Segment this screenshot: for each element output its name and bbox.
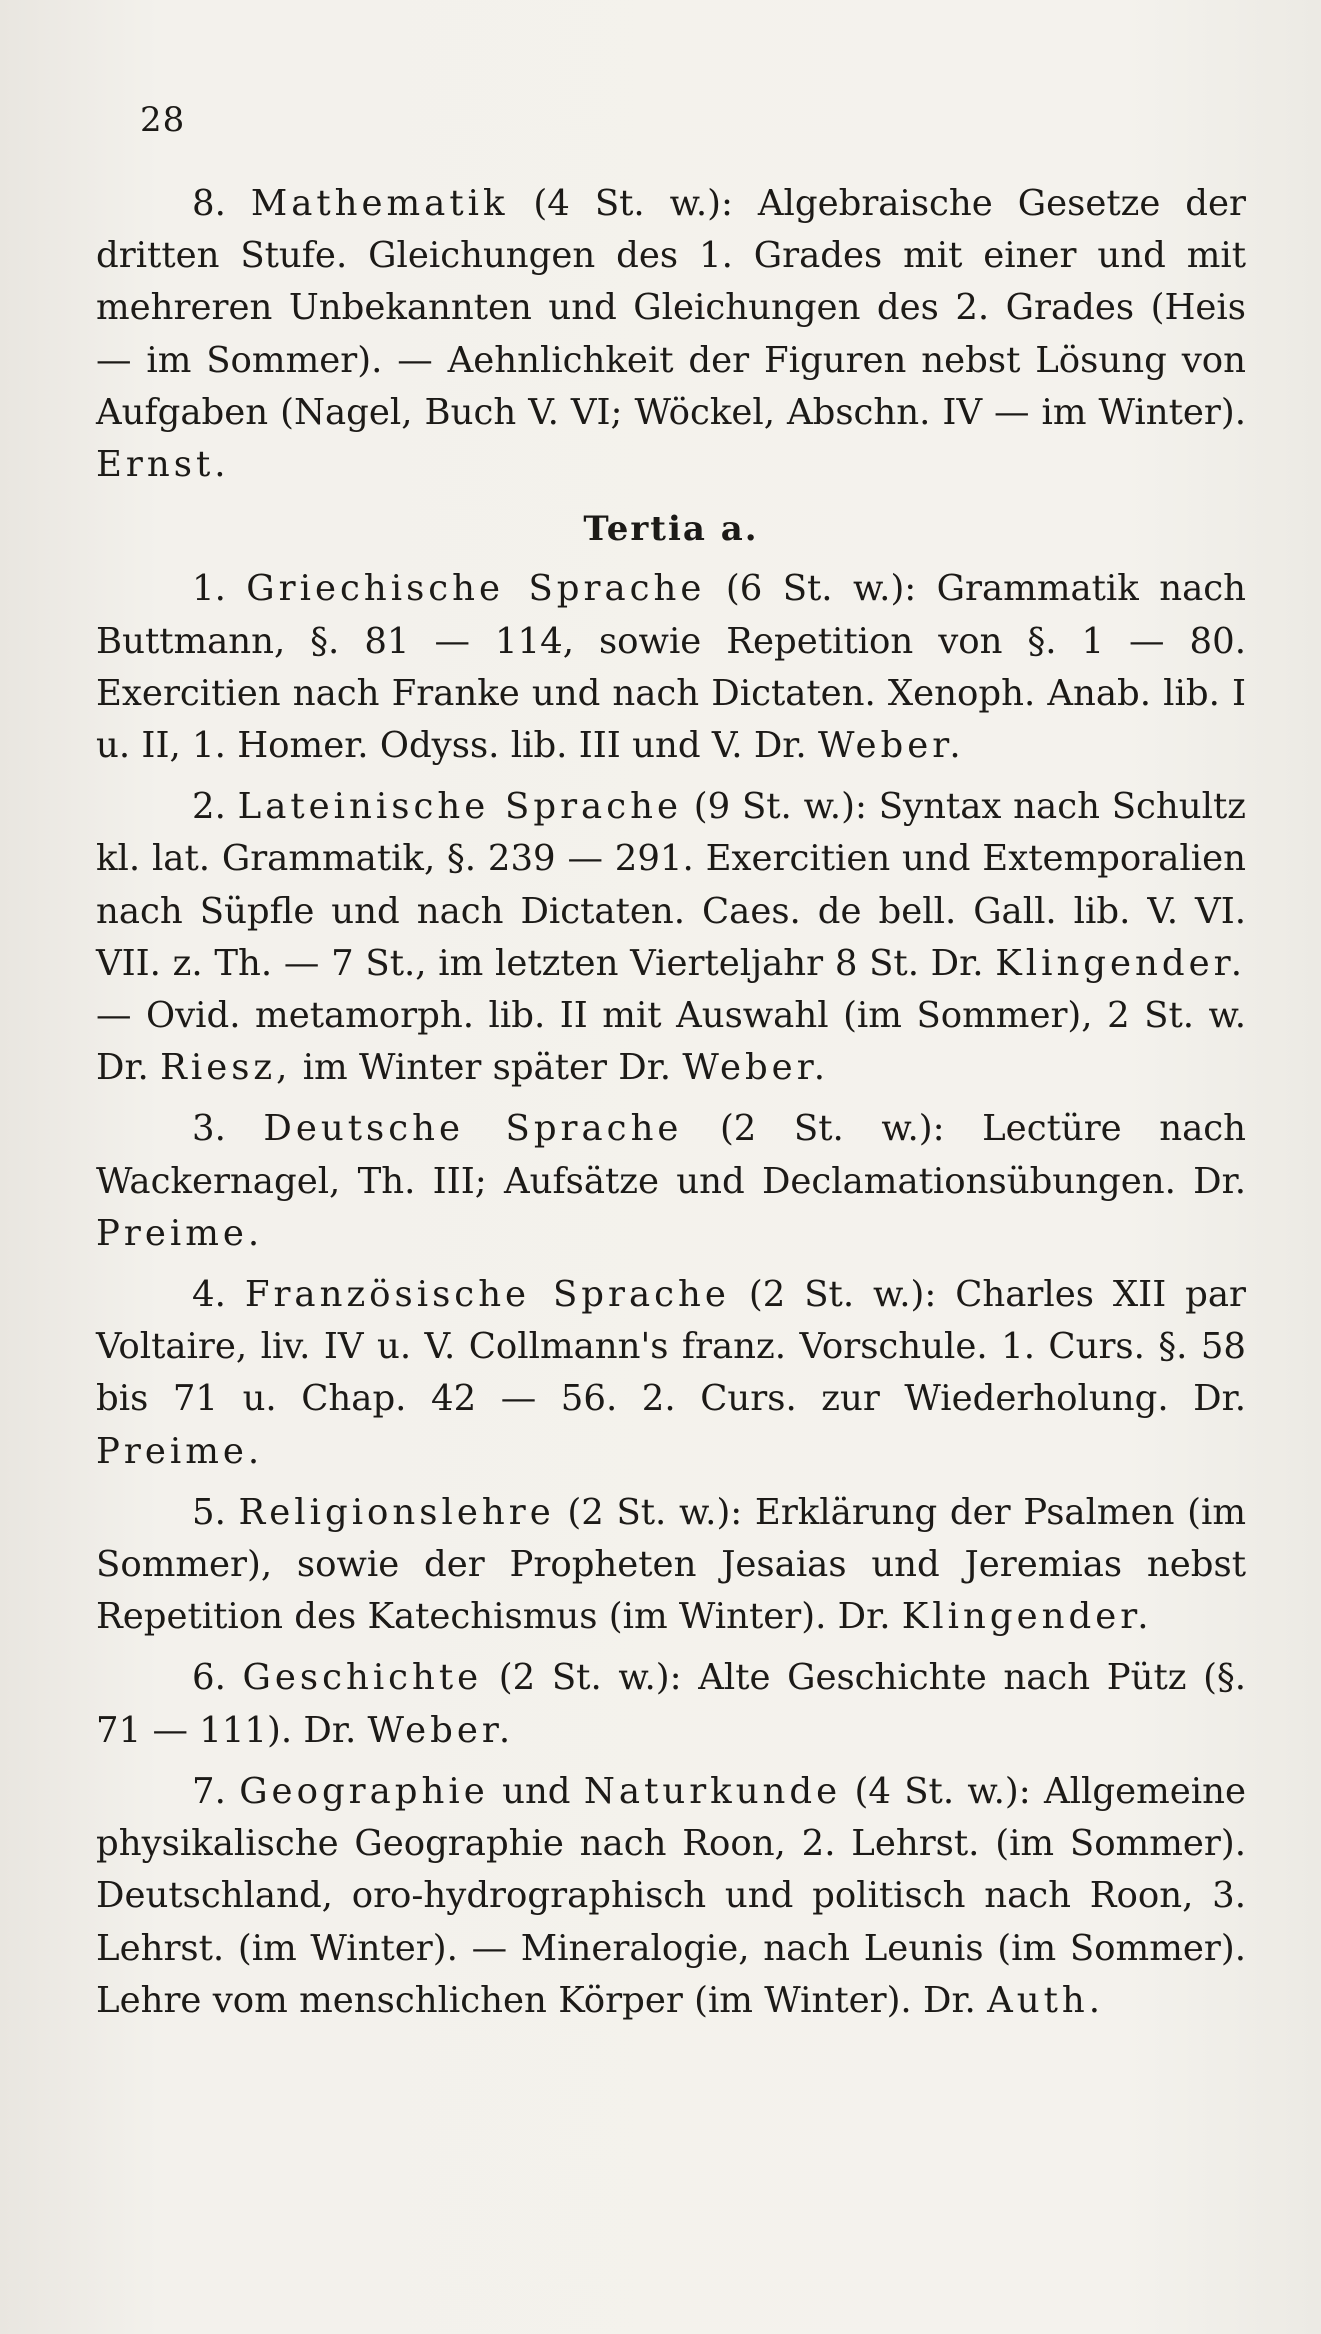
item-number: 7. [192,1770,226,1812]
subject-name: Deutsche Sprache [263,1108,683,1150]
paragraph-franzoesisch [96,1269,1246,1478]
teacher-name: Preime. [96,1430,264,1472]
subject-name: Geschichte [242,1657,483,1699]
teacher-name: Riesz, [160,1047,292,1089]
subject-name: Geographie [239,1770,489,1812]
item-number: 1. [192,568,226,610]
paragraph-deutsch [96,1103,1246,1260]
paragraph-body: im Winter später Dr. [291,1047,683,1089]
subject-name: Lateinische Sprache [237,786,682,828]
paragraph-body: — Ovid. metamorph. lib. II mit Auswahl (im Sommer), 2 St. w. Dr. [96,995,1246,1089]
subject-name: Naturkunde [583,1770,842,1812]
teacher-name: Klingender. [901,1596,1153,1638]
item-number: 2. [192,786,226,828]
paragraph-body: (2 St. w.): Alte Geschichte nach Pütz (§. 71 — 111). Dr. [96,1657,1246,1751]
subject-name: Religionslehre [238,1491,555,1533]
teacher-name: Klingender. [995,942,1246,984]
section-title: Tertia a. [583,509,759,550]
subject-name: Griechische Sprache [246,568,706,610]
paragraph-latein [96,781,1246,1094]
subject-connector: und [488,1770,584,1812]
item-number: 4. [192,1274,226,1316]
page-number: 28 [140,100,186,140]
teacher-name: Auth. [987,1979,1105,2021]
paragraph-body: (4 St. w.): Algebraische Gesetze der dritten Stufe. Gleichungen des 1. Grades mit einer und mit mehreren Unbekannten und Gleichungen des 2. Grades (Heis — im Sommer). — Aehnlichkeit der Figuren nebst Lösung von Aufgaben (Nagel, Buch V. VI; Wöckel, Abschn. IV — im Winter). [96,183,1246,433]
text-block [96,178,1246,2027]
paragraph-body: (4 St. w.): Allgemeine physikalische Geographie nach Roon, 2. Lehrst. (im Sommer). Deutschland, oro-hydrographisch und politisch nach Roon, 3. Lehrst. (im Winter). — Mineralogie, nach Leunis (im Sommer). Lehre vom menschlichen Körper (im Winter). Dr. [96,1770,1246,2021]
paragraph-body: (6 St. w.): Grammatik nach Buttmann, §. 81 — 114, sowie Repetition von §. 1 — 80. Exercitien nach Franke und nach Dictaten. Xenoph. Anab. lib. I u. II, 1. Homer. Odyss. lib. III und V. Dr. [96,568,1246,767]
item-number: 3. [192,1108,226,1150]
item-number: 6. [192,1657,226,1699]
item-number: 8. [192,183,226,224]
teacher-name: Preime. [96,1212,264,1254]
paragraph-body: (2 St. w.): Lectüre nach Wackernagel, Th. III; Aufsätze und Declamationsübungen. Dr. [96,1108,1246,1202]
paragraph-religion [96,1487,1246,1644]
subject-name: Französische Sprache [244,1274,730,1316]
paragraph-griechisch [96,563,1246,772]
item-number: 5. [192,1491,226,1533]
paragraph-geschichte [96,1652,1246,1756]
paragraph-body: (9 St. w.): Syntax nach Schultz kl. lat. Grammatik, §. 239 — 291. Exercitien und Extemporalien nach Süpfle und nach Dictaten. Caes. de bell. Gall. lib. V. VI. VII. z. Th. — 7 St., im letzten Vierteljahr 8 St. Dr. [96,786,1246,984]
paragraph-geographie [96,1766,1246,2027]
subject-name: Mathematik [250,183,509,224]
teacher-name: Weber. [367,1709,515,1751]
teacher-name: Ernst. [96,444,230,486]
paragraph-body: (2 St. w.): Erklärung der Psalmen (im Sommer), sowie der Propheten Jesaias und Jeremias nebst Repetition des Katechismus (im Winter). Dr. [96,1491,1246,1638]
paragraph-body: (2 St. w.): Charles XII par Voltaire, liv. IV u. V. Collmann's franz. Vorschule. 1. Curs. §. 58 bis 71 u. Chap. 42 — 56. 2. Curs. zur Wiederholung. Dr. [96,1274,1247,1420]
teacher-name: Weber. [817,725,965,767]
paragraph-mathematik [96,178,1246,491]
teacher-name: Weber. [682,1047,830,1089]
